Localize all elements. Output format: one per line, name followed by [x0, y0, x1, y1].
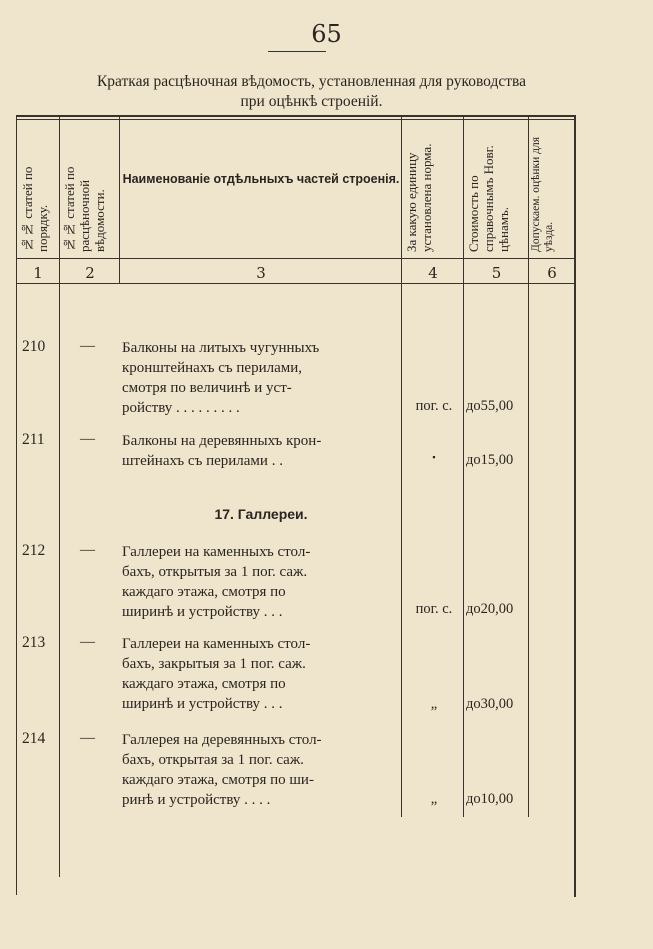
description-line: Галлереи на каменныхъ стол-	[122, 636, 311, 652]
row-number: 214	[22, 730, 46, 747]
row-price: до15,00	[466, 452, 514, 468]
col-divider-3	[401, 117, 402, 817]
description-line: смотря по величинѣ и уст-	[122, 380, 292, 396]
description-line: Балконы на деревянныхъ крон-	[122, 433, 322, 449]
description-line: ринѣ и устройству . . . .	[122, 792, 271, 808]
row-unit: „	[430, 696, 438, 712]
column-number-1: 1	[33, 264, 43, 282]
header-col5: Стоимость по справочнымъ Новг. цѣнамъ.	[466, 145, 511, 252]
column-number-6: 6	[547, 264, 557, 282]
row-unit: ▪	[432, 452, 436, 462]
row-price: до10,00	[466, 791, 514, 807]
table-top-rule-2	[16, 119, 576, 120]
description-line: бахъ, открытая за 1 пог. саж.	[122, 752, 304, 768]
table-left-border	[16, 115, 17, 895]
row-ref: —	[80, 634, 95, 650]
row-unit: пог. с.	[415, 601, 453, 617]
row-unit: пог. с.	[415, 398, 453, 414]
row-description	[122, 634, 394, 714]
title-line-1: Краткая расцѣночная вѣдомость, установленная для руководства	[96, 73, 527, 90]
row-ref: —	[80, 431, 95, 447]
table-top-rule	[16, 115, 576, 117]
page-number-rule	[268, 51, 326, 52]
row-description	[122, 431, 394, 471]
column-number-4: 4	[428, 264, 438, 282]
header-bottom-rule	[16, 258, 576, 259]
description-line: ширинѣ и устройству . . .	[122, 604, 283, 620]
description-line: каждаго этажа, смотря по ши-	[122, 772, 314, 788]
col-divider-2	[119, 117, 120, 283]
row-description	[122, 542, 394, 622]
description-line: ширинѣ и устройству . . .	[122, 696, 283, 712]
col-divider-5	[528, 117, 529, 817]
header-col6: Допускаем. оцѣнки для уѣзда.	[530, 136, 555, 252]
description-line: Галлерея на деревянныхъ стол-	[122, 732, 322, 748]
row-ref: —	[80, 338, 95, 354]
row-price: до55,00	[466, 398, 514, 414]
description-line: каждаго этажа, смотря по	[122, 676, 286, 692]
column-number-2: 2	[85, 264, 95, 282]
header-col1: №№ статей по порядку.	[20, 166, 50, 252]
header-col4: За какую единицу установлена норма.	[404, 143, 434, 252]
description-line: Галлереи на каменныхъ стол-	[122, 544, 311, 560]
row-number: 211	[22, 431, 45, 448]
description-line: кронштейнахъ съ перилами,	[122, 360, 303, 376]
description-line: Балконы на литыхъ чугунныхъ	[122, 340, 320, 356]
row-price: до30,00	[466, 696, 514, 712]
row-price: до20,00	[466, 601, 514, 617]
header-col2: №№ статей по расцѣночной вѣдомости.	[62, 166, 107, 252]
description-line: бахъ, открытыя за 1 пог. саж.	[122, 564, 308, 580]
row-ref: —	[80, 730, 95, 746]
row-number: 210	[22, 338, 46, 355]
table-right-border	[574, 117, 576, 897]
row-number: 213	[22, 634, 46, 651]
row-description	[122, 730, 394, 810]
row-ref: —	[80, 542, 95, 558]
description-line: каждаго этажа, смотря по	[122, 584, 286, 600]
title-line-2: при оцѣнкѣ строеній.	[240, 93, 383, 110]
column-number-5: 5	[491, 264, 502, 282]
description-line: бахъ, закрытыя за 1 пог. саж.	[122, 656, 306, 672]
column-number-3: 3	[256, 264, 266, 282]
row-number: 212	[22, 542, 46, 559]
col-divider-1	[59, 117, 60, 877]
header-col3: Наименованіе отдѣльныхъ частей строенія.	[122, 172, 400, 186]
page-number: 65	[311, 20, 342, 48]
row-unit: „	[430, 791, 438, 807]
description-line: штейнахъ съ перилами . .	[122, 453, 283, 469]
description-line: ройству . . . . . . . . .	[122, 400, 240, 416]
document-title	[14, 72, 609, 112]
section-heading: 17. Галлереи.	[214, 506, 308, 522]
colnum-bottom-rule	[16, 283, 576, 284]
row-description	[122, 338, 394, 418]
